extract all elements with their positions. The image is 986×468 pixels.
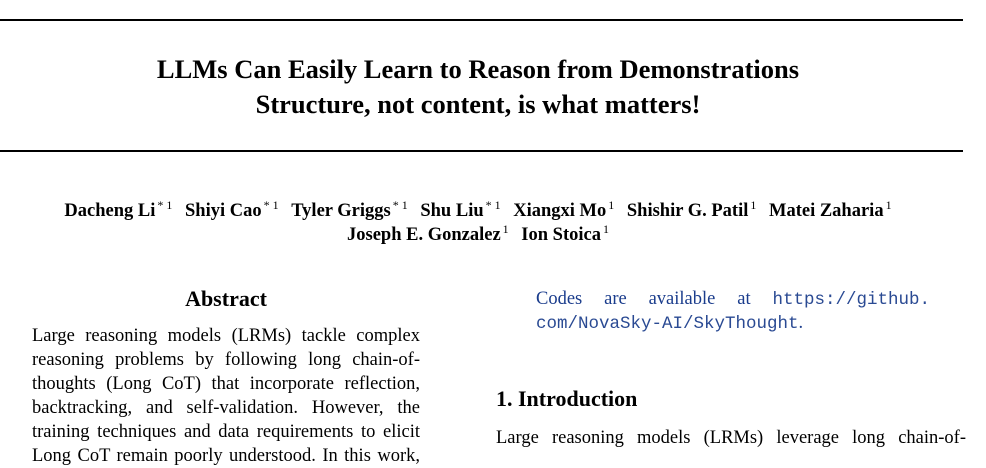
paper-title-line-1: LLMs Can Easily Learn to Reason from Demonstrations bbox=[156, 54, 800, 84]
abstract-line: reasoning problems by following long chain-of- bbox=[32, 350, 420, 370]
introduction-heading: 1. Introduction bbox=[496, 386, 638, 411]
paper-title-line-2: Structure, not content, is what matters! bbox=[255, 89, 701, 119]
author: Shu Liu $^{* 1}$ bbox=[420, 198, 501, 222]
author: Shishir G. Patil $^1$ bbox=[626, 198, 757, 222]
author: Dacheng Li $^{* 1}$ bbox=[64, 198, 173, 222]
code-url-link[interactable]: https://github. bbox=[772, 290, 931, 310]
code-url-link[interactable]: com/NovaSky-AI/SkyThought bbox=[536, 314, 799, 334]
top-rule bbox=[0, 19, 963, 21]
author: Ion Stoica $^1$ bbox=[521, 222, 609, 246]
author-list-row-2 bbox=[0, 217, 956, 247]
author: Shiyi Cao $^{* 1}$ bbox=[185, 198, 279, 222]
abstract-line: backtracking, and self-validation. However, the bbox=[32, 398, 420, 418]
author: Tyler Griggs $^{* 1}$ bbox=[291, 198, 408, 222]
introduction-text-line: Large reasoning models (LRMs) leverage long chain-of- bbox=[496, 428, 966, 448]
code-url-period: . bbox=[798, 313, 804, 333]
abstract-heading: Abstract bbox=[185, 286, 267, 311]
author: Joseph E. Gonzalez $^1$ bbox=[347, 222, 509, 246]
code-availability-line-2 bbox=[536, 311, 930, 336]
abstract-line: Large reasoning models (LRMs) tackle complex bbox=[32, 326, 420, 346]
abstract-line: training techniques and data requirements to elicit bbox=[32, 422, 420, 442]
abstract-line: thoughts (Long CoT) that incorporate reflection, bbox=[32, 374, 420, 394]
author: Xiangxi Mo $^1$ bbox=[513, 198, 615, 222]
abstract-line: Long CoT remain poorly understood. In this work, bbox=[32, 446, 420, 466]
code-availability-line-1 bbox=[536, 287, 930, 312]
code-availability-text: Codes are available at bbox=[536, 289, 751, 309]
title-bottom-rule bbox=[0, 150, 963, 152]
author: Matei Zaharia $^1$ bbox=[769, 198, 892, 222]
